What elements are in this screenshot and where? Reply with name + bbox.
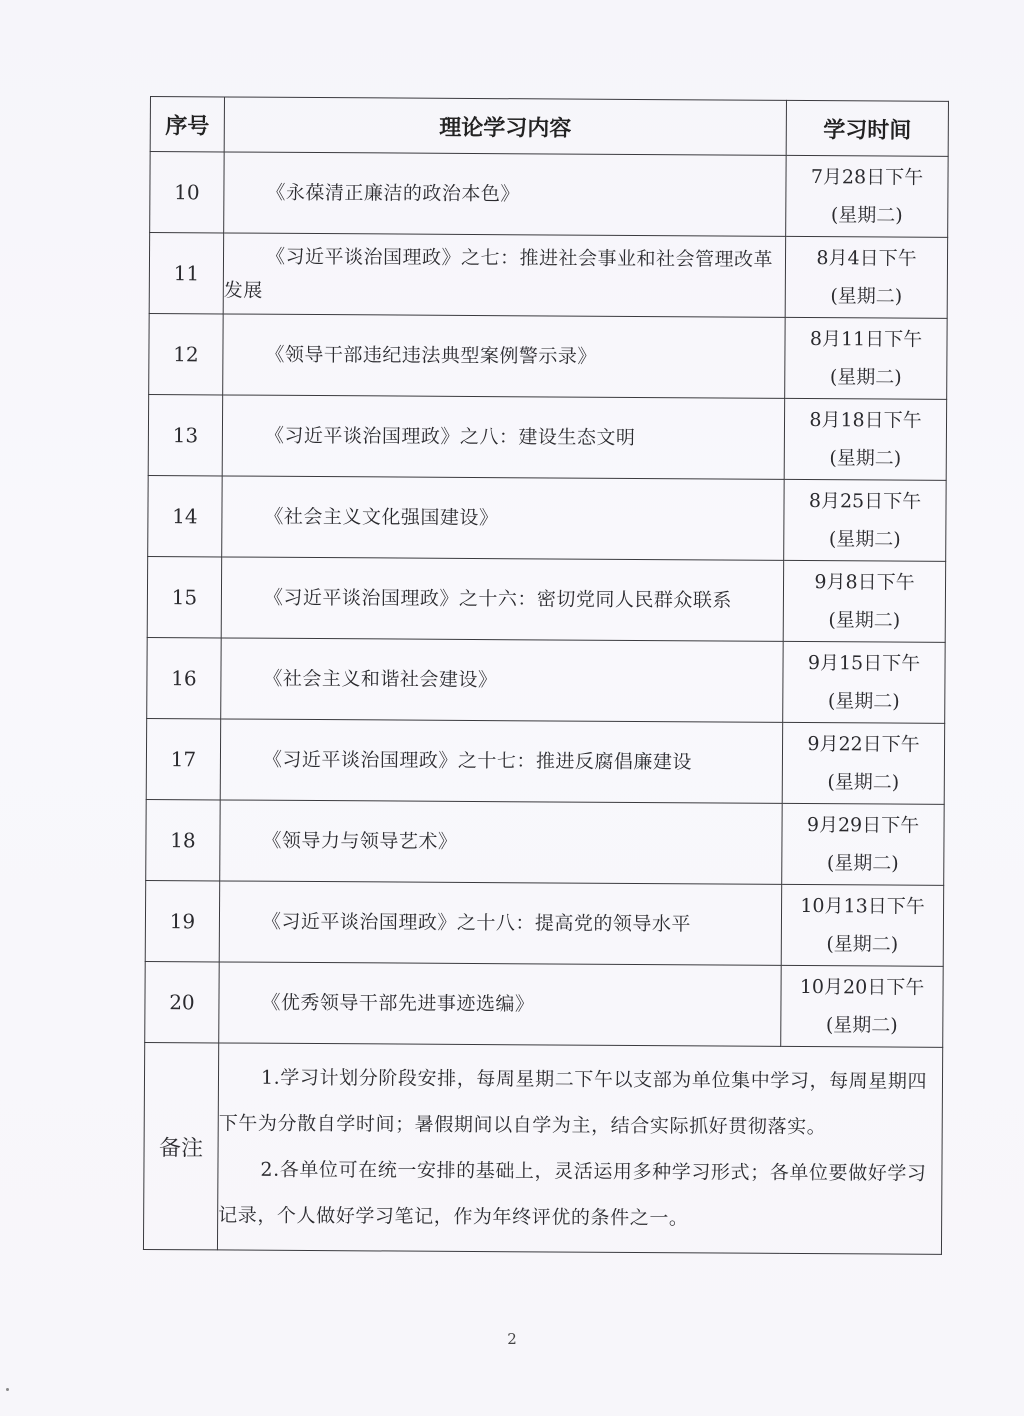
row-weekday: (星期二) bbox=[829, 366, 902, 389]
row-content-cell bbox=[220, 719, 782, 803]
table-row bbox=[147, 637, 945, 723]
row-time-cell bbox=[786, 155, 948, 237]
row-number: 14 bbox=[148, 475, 222, 556]
table-row bbox=[148, 394, 946, 480]
row-content-cell bbox=[221, 557, 783, 641]
row-number: 15 bbox=[147, 556, 221, 637]
remark-row bbox=[143, 1042, 942, 1254]
row-content: 《领导干部违纪违法典型案例警示录》 bbox=[265, 343, 597, 368]
row-content-cell bbox=[224, 152, 786, 236]
row-time-cell bbox=[781, 965, 943, 1047]
table-row bbox=[149, 233, 947, 319]
table-header-row bbox=[150, 97, 948, 157]
row-content: 《优秀领导干部先进事迹选编》 bbox=[261, 991, 535, 1016]
remark-body bbox=[217, 1043, 942, 1254]
scan-speck bbox=[6, 1388, 9, 1391]
table-row bbox=[148, 475, 946, 561]
row-content: 《社会主义文化强国建设》 bbox=[264, 505, 499, 530]
table-body bbox=[145, 152, 948, 1048]
row-content: 《社会主义和谐社会建设》 bbox=[263, 667, 498, 692]
row-date: 8月4日下午 bbox=[816, 247, 917, 270]
remark-paragraph: 2.各单位可在统一安排的基础上，灵活运用多种学习形式；各单位要做好学习记录，个人做好学习笔记，作为年终评优的条件之一。 bbox=[218, 1158, 927, 1230]
row-time-cell bbox=[783, 560, 945, 642]
row-number: 12 bbox=[149, 313, 223, 394]
row-weekday: (星期二) bbox=[826, 852, 899, 875]
row-content-cell bbox=[221, 638, 783, 722]
table-row bbox=[145, 961, 943, 1047]
row-number: 16 bbox=[147, 637, 221, 718]
row-content: 《习近平谈治国理政》之十七：推进反腐倡廉建设 bbox=[262, 748, 693, 774]
row-content: 《习近平谈治国理政》之十八：提高党的领导水平 bbox=[261, 910, 692, 936]
header-number: 序号 bbox=[150, 97, 224, 152]
row-content: 《习近平谈治国理政》之七：推进社会事业和社会管理改革发展 bbox=[223, 245, 774, 302]
page-number: 2 bbox=[507, 1330, 517, 1348]
row-content-cell bbox=[223, 233, 785, 317]
row-weekday: (星期二) bbox=[827, 771, 900, 794]
row-weekday: (星期二) bbox=[825, 1014, 898, 1037]
row-content: 《领导力与领导艺术》 bbox=[262, 829, 458, 853]
row-number: 13 bbox=[148, 394, 222, 475]
row-time-cell bbox=[784, 398, 946, 480]
row-time-cell bbox=[782, 803, 944, 885]
row-date: 9月29日下午 bbox=[806, 814, 920, 837]
row-date: 9月8日下午 bbox=[814, 571, 915, 594]
row-content-cell bbox=[222, 395, 784, 479]
row-date: 10月13日下午 bbox=[800, 894, 925, 918]
row-date: 9月15日下午 bbox=[807, 652, 921, 675]
row-weekday: (星期二) bbox=[829, 447, 902, 470]
row-date: 9月22日下午 bbox=[807, 733, 920, 756]
row-date: 7月28日下午 bbox=[810, 166, 924, 189]
row-date: 8月11日下午 bbox=[809, 328, 923, 351]
row-weekday: (星期二) bbox=[827, 690, 900, 713]
row-time-cell bbox=[785, 236, 947, 318]
row-time-cell bbox=[784, 479, 946, 561]
row-content-cell bbox=[223, 314, 785, 398]
row-number: 18 bbox=[146, 799, 220, 880]
table-row bbox=[145, 880, 943, 966]
row-time-cell bbox=[783, 641, 945, 723]
header-content: 理论学习内容 bbox=[224, 97, 786, 155]
table-row bbox=[146, 718, 944, 804]
row-number: 17 bbox=[146, 718, 220, 799]
row-date: 8月18日下午 bbox=[809, 409, 922, 432]
header-time: 学习时间 bbox=[786, 100, 948, 156]
row-time-cell bbox=[785, 317, 947, 399]
table-row bbox=[147, 556, 945, 642]
row-date: 8月25日下午 bbox=[808, 490, 922, 513]
row-weekday: (星期二) bbox=[828, 528, 901, 551]
row-time-cell bbox=[782, 722, 944, 804]
row-number: 20 bbox=[145, 961, 219, 1042]
row-content-cell bbox=[219, 881, 781, 965]
row-weekday: (星期二) bbox=[830, 285, 903, 308]
row-content: 《习近平谈治国理政》之十六：密切党同人民群众联系 bbox=[263, 586, 733, 612]
row-weekday: (星期二) bbox=[826, 933, 899, 956]
row-content-cell bbox=[222, 476, 784, 560]
row-weekday: (星期二) bbox=[828, 609, 901, 632]
row-weekday: (星期二) bbox=[830, 204, 903, 227]
row-content: 《习近平谈治国理政》之八：建设生态文明 bbox=[264, 424, 636, 449]
row-content-cell bbox=[220, 800, 782, 884]
remark-label: 备注 bbox=[143, 1042, 218, 1249]
row-number: 11 bbox=[149, 233, 223, 314]
row-number: 19 bbox=[145, 880, 219, 961]
row-date: 10月20日下午 bbox=[799, 975, 925, 999]
study-schedule-table bbox=[143, 96, 949, 1255]
table-row bbox=[150, 152, 948, 238]
row-time-cell bbox=[781, 884, 943, 966]
table-row bbox=[146, 799, 944, 885]
table-row bbox=[149, 313, 947, 399]
row-content-cell bbox=[219, 962, 781, 1046]
row-content: 《永葆清正廉洁的政治本色》 bbox=[266, 181, 520, 206]
remark-paragraph: 1.学习计划分阶段安排，每周星期二下午以支部为单位集中学习，每周星期四下午为分散自学时间；暑假期间以自学为主，结合实际抓好贯彻落实。 bbox=[218, 1066, 928, 1139]
row-number: 10 bbox=[150, 152, 224, 233]
